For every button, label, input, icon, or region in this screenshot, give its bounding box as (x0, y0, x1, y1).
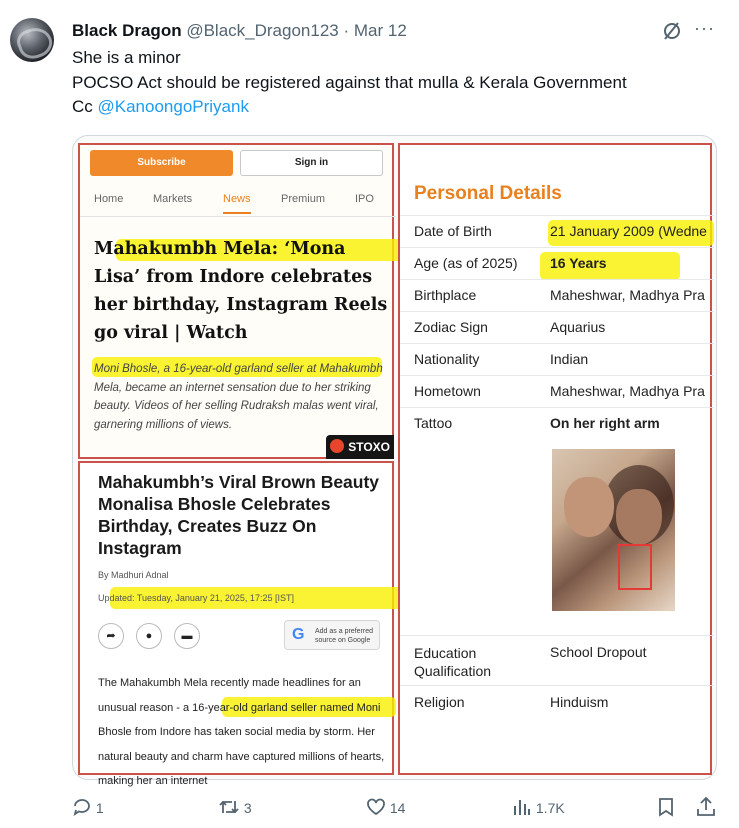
tweet-line: She is a minor (72, 48, 181, 67)
detail-row (400, 279, 714, 311)
nav-home: Home (94, 193, 124, 205)
share-button[interactable] (696, 797, 716, 817)
grok-icon[interactable] (661, 20, 683, 42)
nav-markets: Markets (153, 193, 193, 205)
reply-icon (72, 797, 92, 817)
share-icon: ➦ (98, 623, 124, 649)
views-button[interactable] (512, 797, 565, 817)
heart-icon (366, 797, 386, 817)
article-headline: Mahakumbh Mela: ‘Mona Lisa’ from Indore celebrates her birthday, Instagram Reels go viral | Watch (94, 239, 388, 343)
tweet-header (72, 20, 407, 42)
detail-key: Age (as of 2025) (414, 255, 518, 271)
google-line: source on Google (315, 637, 371, 644)
article-panel-livemint (78, 143, 394, 459)
detail-key: Date of Birth (414, 223, 492, 239)
detail-value: Aquarius (550, 319, 606, 335)
detail-key: Religion (414, 694, 465, 710)
signin-button: Sign in (240, 150, 383, 176)
whatsapp-icon: ● (136, 623, 162, 649)
detail-value: 21 January 2009 (Wedne (550, 223, 707, 239)
separator: · (343, 21, 350, 40)
author-name[interactable]: Black Dragon (72, 21, 182, 40)
detail-key-line: Education (414, 645, 477, 661)
mention-link[interactable]: @KanoongoPriyank (97, 97, 249, 116)
detail-key: Zodiac Sign (414, 319, 488, 335)
detail-row (400, 247, 714, 279)
views-icon (512, 797, 532, 817)
detail-key: Hometown (414, 383, 481, 399)
cc-label: Cc (72, 97, 98, 116)
detail-value: On her right arm (550, 415, 660, 431)
nav-news: News (223, 193, 251, 214)
bookmark-button[interactable] (657, 797, 675, 817)
google-preferred-source (284, 620, 380, 650)
tweet-line: POCSO Act should be registered against that mulla & Kerala Government (72, 72, 627, 92)
bookmark-icon (657, 797, 675, 817)
nav-premium: Premium (281, 193, 326, 205)
detail-key: Birthplace (414, 287, 477, 303)
views-count: 1.7K (535, 800, 565, 816)
google-line: Add as a preferred (315, 628, 373, 635)
repost-button[interactable] (218, 797, 252, 817)
detail-row (400, 685, 714, 717)
detail-key: Nationality (414, 351, 480, 367)
detail-key-line: Qualification (414, 663, 492, 679)
like-button[interactable] (366, 797, 405, 817)
stoxo-label: STOXO (348, 440, 390, 454)
detail-row (400, 375, 714, 407)
detail-value: Maheshwar, Madhya Pra (550, 287, 705, 303)
updated-timestamp: Updated: Tuesday, January 21, 2025, 17:25 [IST] (98, 593, 294, 603)
author-handle[interactable]: @Black_Dragon123 (186, 21, 339, 40)
article-body: The Mahakumbh Mela recently made headlines for an unusual reason - a 16-year-old garland seller named Moni Bhosle from Indore has taken social media by storm. Her natural beauty and charm have captured millions of hearts, making her an internet (98, 677, 385, 787)
article-panel-oneindia (78, 461, 394, 787)
google-icon: G (292, 626, 305, 643)
tattoo-marker (618, 544, 652, 590)
tattoo-photo (552, 449, 675, 611)
reply-count: 1 (95, 800, 104, 816)
detail-key: Tattoo (414, 415, 453, 431)
article-summary: Moni Bhosle, a 16-year-old garland seller at Mahakumbh Mela, became an internet sensation due to her striking beauty. Videos of her selling Rudraksh malas went viral, garnering millions of views. (94, 363, 383, 431)
tweet-text (72, 46, 732, 120)
repost-icon (218, 797, 240, 817)
tweet-date[interactable]: Mar 12 (353, 21, 407, 40)
stoxo-logo-icon (330, 439, 344, 453)
article-headline: Mahakumbh’s Viral Brown Beauty Monalisa Bhosle Celebrates Birthday, Creates Buzz On Instagram (98, 472, 380, 558)
personal-details-panel (398, 143, 712, 775)
photo-shape (564, 477, 614, 537)
share-upload-icon (696, 797, 716, 817)
detail-value: Indian (550, 351, 589, 367)
detail-row (400, 343, 714, 375)
tweet-line-cc (72, 95, 732, 120)
more-options-icon[interactable]: ··· (694, 18, 715, 38)
like-count: 14 (389, 800, 406, 816)
detail-value: 16 Years (550, 255, 607, 271)
repost-count: 3 (243, 800, 252, 816)
detail-key (414, 644, 491, 680)
detail-value: Hinduism (550, 694, 609, 710)
avatar[interactable] (10, 18, 54, 62)
byline: By Madhuri Adnal (98, 570, 169, 580)
photo-shape (616, 489, 662, 545)
reply-button[interactable] (72, 797, 104, 817)
site-nav (80, 183, 396, 217)
message-icon: ▬ (174, 623, 200, 649)
subscribe-button: Subscribe (90, 150, 233, 176)
tweet-image[interactable] (72, 135, 717, 787)
stoxo-badge (326, 435, 394, 459)
detail-value: School Dropout (550, 644, 647, 660)
detail-row (400, 311, 714, 343)
detail-row (400, 215, 714, 247)
nav-ipo: IPO (355, 193, 374, 205)
detail-value: Maheshwar, Madhya Pra (550, 383, 705, 399)
detail-row (400, 635, 714, 685)
personal-details-title: Personal Details (414, 183, 562, 204)
